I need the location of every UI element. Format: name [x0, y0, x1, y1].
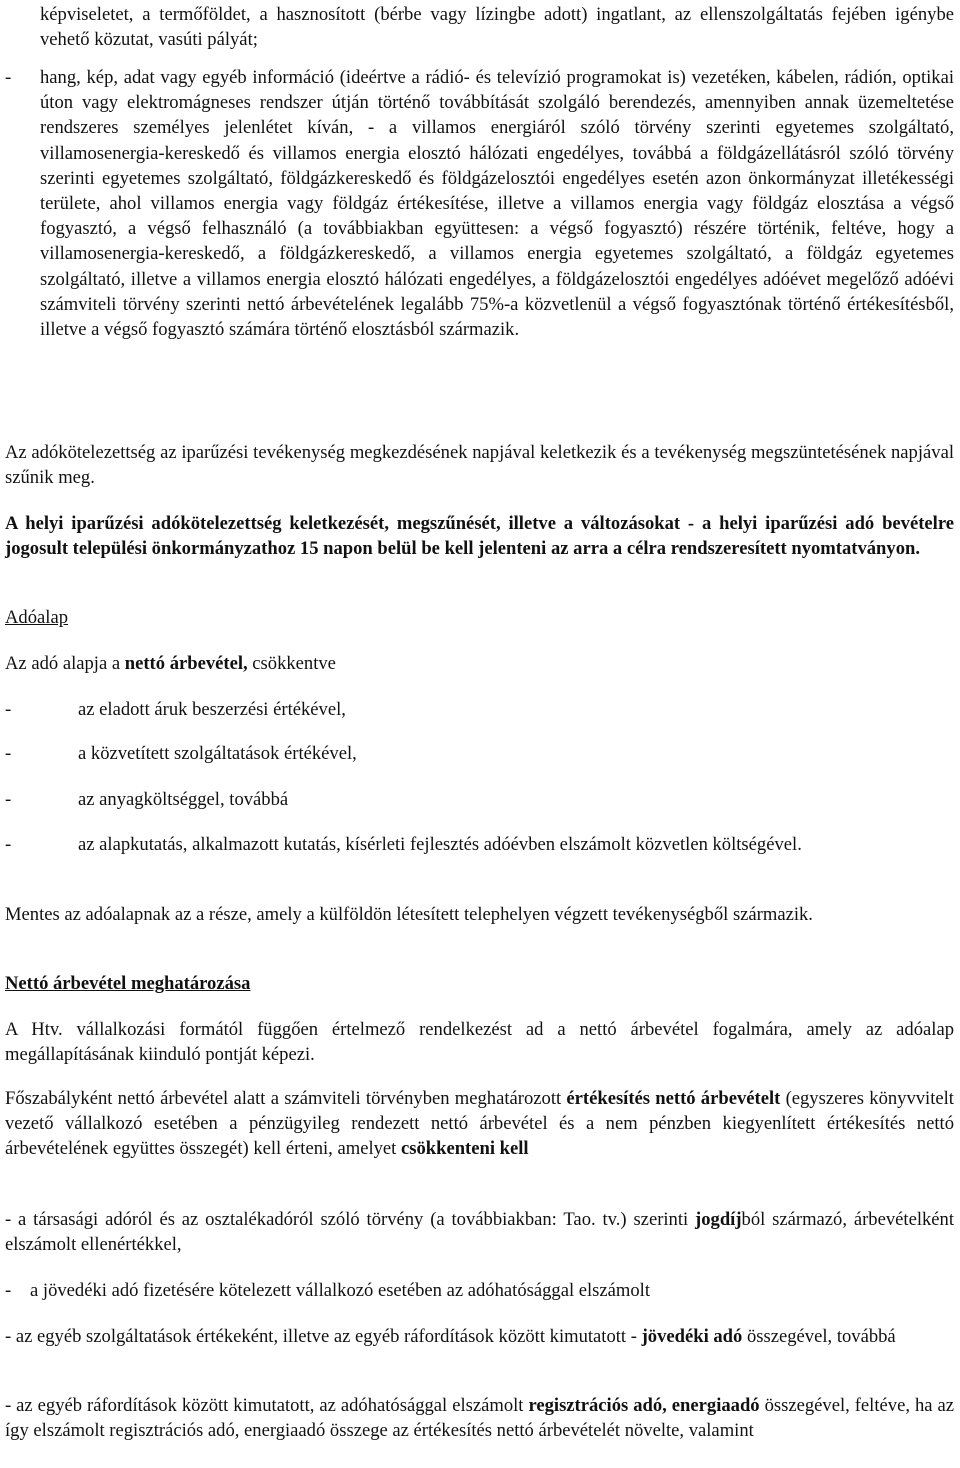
royalty-bold: jogdíj [695, 1209, 742, 1230]
list-dash: - [5, 789, 12, 810]
paragraph-registration-energy-tax [5, 1393, 954, 1443]
list-dash: - [5, 1280, 12, 1301]
excise-text-end: összegével, továbbá [742, 1326, 896, 1347]
list-dash: - [5, 743, 12, 764]
list-dash: - [5, 834, 12, 855]
heading-adoalap-text: Adóalap [5, 607, 68, 628]
main-rule-bold-2: csökkenteni kell [400, 1138, 529, 1160]
heading-adoalap [5, 605, 954, 630]
paragraph-registration-notice: A helyi iparűzési adókötelezettség keletkezését, megszűnését, illetve a változásokat - a helyi iparűzési adó bevételre jogosult települési önkormányzathoz 15 napon belül be kell jelenteni az arra a célra rendszeresített nyomtatványon. [5, 513, 954, 560]
paragraph-htv-definition: A Htv. vállalkozási formától függően értelmező rendelkezést ad a nettó árbevétel fogalmára, amely az adóalap megállapításának kiinduló pontját képezi. [5, 1019, 954, 1066]
paragraph-continuation: képviseletet, a termőföldet, a hasznosított (bérbe vagy lízingbe adott) ingatlant, az ellenszolgáltatás fejében igénybe vehető közutat, vasúti pályát; [40, 4, 954, 51]
list-item-purchase-value: az eladott áruk beszerzési értékével, [78, 699, 346, 720]
reg-tax-text: - az egyéb ráfordítások között kimutatott, az adóhatósággal elszámolt [5, 1395, 529, 1416]
heading-netto-text: Nettó árbevétel meghatározása [5, 973, 251, 994]
reg-tax-text-end: összegével, feltéve, ha az így elszámolt regisztrációs adó, energiaadó összege az értékesítés nettó árbevételét növelte, valamint [5, 1395, 954, 1442]
royalty-text: - a társasági adóról és az osztalékadóról szóló törvény (a továbbiakban: Tao. tv.) szerinti [5, 1209, 696, 1230]
paragraph-foreign-exemption: Mentes az adóalapnak az a része, amely a külföldön létesített telephelyen végzett tevékenységből származik. [5, 904, 813, 925]
paragraph-broadcast-equipment: hang, kép, adat vagy egyéb információ (ideértve a rádió- és televízió programokat is) vezetéken, kábelen, rádión, optikai úton vagy elektromágneses rendszer útján történő továbbítását szolgáló berendezés, amennyiben annak üzemeltetése rendszeres személyes jelenlétet kíván, - a villamos energiáról szóló törvény szerinti egyetemes szolgáltató, villamosenergia-kereskedő és villamos energia elosztó hálózati engedélyes, továbbá a földgázellátásról szóló törvény szerinti egyetemes szolgáltató, földgázkereskedő és földgázelosztói engedélyes esetén azon önkormányzat illetékességi területe, ahol villamos energia vagy földgáz értékesítése, illetve a villamos energia vagy földgáz elosztása a végső fogyasztó, a végső felhasználó (a továbbiakban együttesen: a végső fogyasztó) részére történik, feltéve, hogy a villamosenergia-kereskedő, a földgázkereskedő, a villamos energia egyetemes szolgáltató, a földgáz egyetemes szolgáltató, illetve a villamos energia elosztó hálózati engedélyes, a földgázelosztói engedélyes adóévet megelőző adóévi számviteli törvény szerinti nettó árbevételének legalább 75%-a közvetlenül a végső fogyasztónak történő értékesítésből, illetve a végső fogyasztó számára történő elosztásból származik. [40, 67, 954, 341]
excise-bold: jövedéki adó [641, 1326, 743, 1347]
paragraph-excise-taxpayer: a jövedéki adó fizetésére kötelezett vállalkozó esetében az adóhatósággal elszámolt [30, 1280, 651, 1301]
reg-tax-bold: regisztrációs adó, energiaadó [528, 1395, 760, 1416]
excise-text: - az egyéb szolgáltatások értékeként, illetve az egyéb ráfordítások között kimutatott - [5, 1326, 642, 1347]
tax-base-bold: nettó árbevétel, [124, 653, 248, 674]
main-rule-bold-1: értékesítés nettó árbevételt [566, 1088, 781, 1109]
tax-base-text-end: csökkentve [247, 653, 336, 674]
tax-base-text: Az adó alapja a [5, 653, 125, 674]
paragraph-main-rule [5, 1086, 954, 1162]
list-dash: - [5, 67, 12, 88]
main-rule-text-2: (egyszeres könyvvitelt vezető vállalkozó esetében a pénzügyileg rendezett nettó árbevétel és a nem pénzben kiegyenlített értékesítés nettó árbevételének együttes összegét) kell érteni, amelyet [5, 1088, 954, 1160]
paragraph-excise-tax [5, 1324, 954, 1349]
royalty-text-end: ból származó, árbevételként elszámolt ellenértékkel, [5, 1209, 955, 1256]
paragraph-tax-base [5, 651, 954, 676]
paragraph-royalty [5, 1207, 954, 1257]
list-item-material-costs: az anyagköltséggel, továbbá [78, 789, 289, 810]
list-dash: - [5, 699, 12, 720]
list-item-research-costs: az alapkutatás, alkalmazott kutatás, kísérleti fejlesztés adóévben elszámolt közvetlen költségével. [78, 834, 802, 855]
paragraph-tax-obligation: Az adókötelezettség az iparűzési tevékenység megkezdésének napjával keletkezik és a tevékenység megszüntetésének napjával szűnik meg. [5, 442, 954, 489]
main-rule-text-1: Főszabályként nettó árbevétel alatt a számviteli törvényben meghatározott [5, 1088, 567, 1109]
list-item-mediated-services: a közvetített szolgáltatások értékével, [78, 743, 357, 764]
heading-netto-arbevetel [5, 971, 954, 996]
